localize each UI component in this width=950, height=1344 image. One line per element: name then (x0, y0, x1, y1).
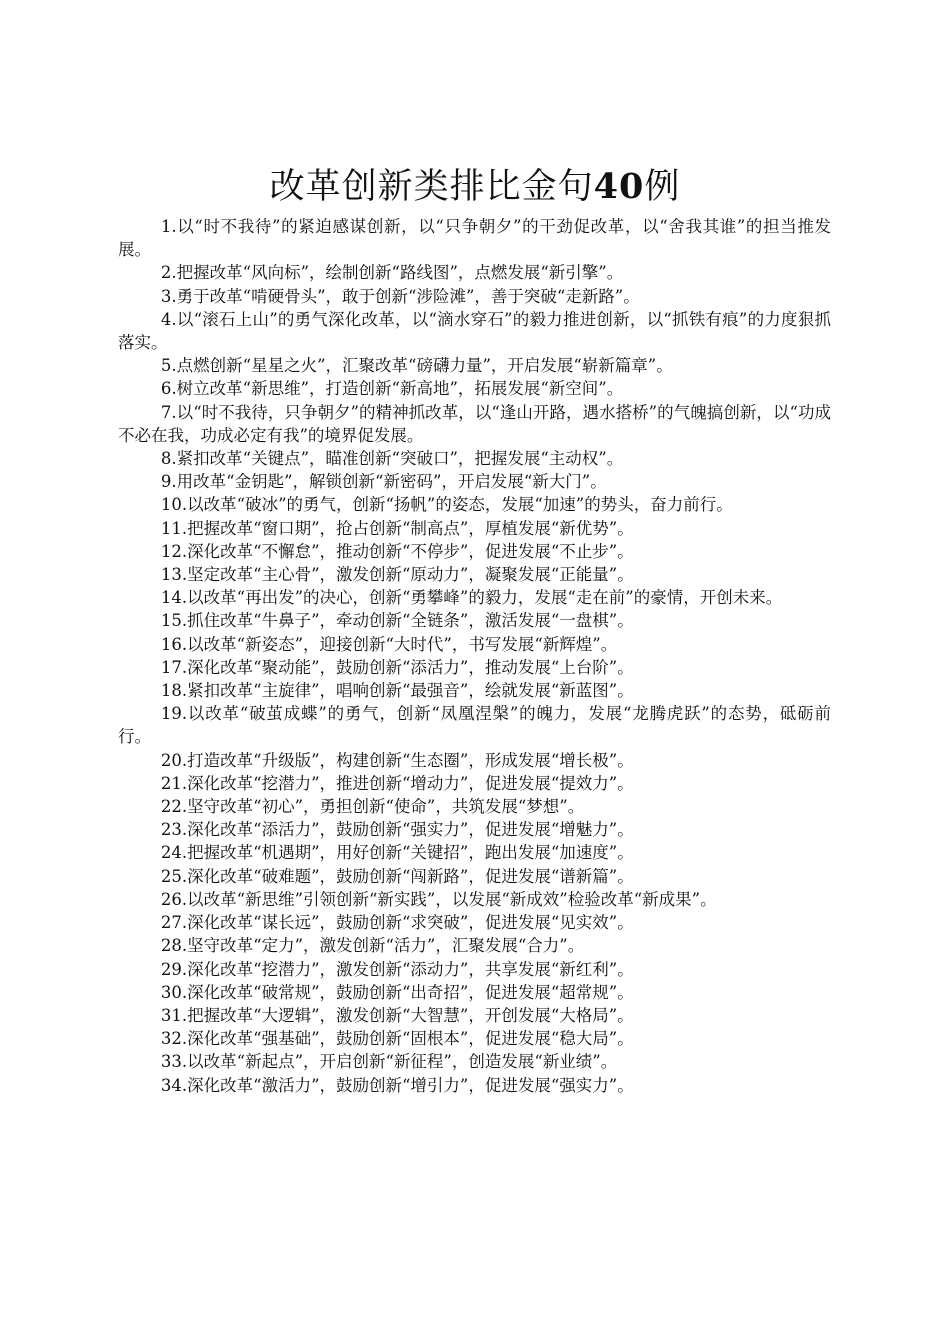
title-suffix: 例 (644, 167, 681, 207)
list-item: 2.把握改革“风向标”，绘制创新“路线图”，点燃发展“新引擎”。 (160, 263, 624, 283)
list-item: 17.深化改革“聚动能”，鼓励创新“添活力”，推动发展“上台阶”。 (160, 657, 634, 677)
list-item: 30.深化改革“破常规”，鼓励创新“出奇招”，促进发展“超常规”。 (160, 982, 634, 1002)
list-item: 11.把握改革“窗口期”，抢占创新“制高点”，厚植发展“新优势”。 (160, 518, 634, 538)
list-item: 34.深化改革“激活力”，鼓励创新“增引力”，促进发展“强实力”。 (160, 1075, 634, 1095)
list-item: 19.以改革“破茧成蝶”的勇气，创新“凤凰涅槃”的魄力，发展“龙腾虎跃”的态势，砥砺前行。 (118, 704, 831, 747)
list-item: 1.以“时不我待”的紧迫感谋创新，以“只争朝夕”的干劲促改革，以“舍我其谁”的担当推发展。 (118, 217, 831, 260)
list-item: 27.深化改革“谋长远”，鼓励创新“求突破”，促进发展“见实效”。 (160, 913, 634, 933)
list-item: 10.以改革“破冰”的勇气，创新“扬帆”的姿态，发展“加速”的势头，奋力前行。 (160, 495, 733, 515)
title-number: 40 (593, 166, 645, 207)
list-item: 4.以“滚石上山”的勇气深化改革，以“滴水穿石”的毅力推进创新，以“抓铁有痕”的力度狠抓落实。 (118, 309, 831, 353)
list-item: 21.深化改革“挖潜力”，推进创新“增动力”，促进发展“提效力”。 (160, 773, 634, 793)
list-item: 26.以改革“新思维”引领创新“新实践”，以发展“新成效”检验改革“新成果”。 (160, 889, 717, 909)
document-body (118, 215, 831, 1097)
list-item: 31.把握改革“大逻辑”，激发创新“大智慧”，开创发展“大格局”。 (160, 1005, 634, 1025)
list-item: 13.坚定改革“主心骨”，激发创新“原动力”，凝聚发展“正能量”。 (160, 565, 634, 585)
list-item: 7.以“时不我待，只争朝夕”的精神抓改革，以“逢山开路，遇水搭桥”的气魄搞创新，以“功成不必在我，功成必定有我”的境界促发展。 (118, 402, 831, 445)
list-item: 18.紧扣改革“主旋律”，唱响创新“最强音”，绘就发展“新蓝图”。 (160, 681, 634, 701)
list-item: 28.坚守改革“定力”，激发创新“活力”，汇聚发展“合力”。 (160, 936, 585, 956)
list-item: 12.深化改革“不懈怠”，推动创新“不停步”，促进发展“不止步”。 (160, 541, 634, 561)
list-item: 15.抓住改革“牛鼻子”，牵动创新“全链条”，激活发展“一盘棋”。 (160, 611, 634, 631)
list-item: 29.深化改革“挖潜力”，激发创新“添动力”，共享发展“新红利”。 (160, 959, 634, 979)
list-item: 33.以改革“新起点”，开启创新“新征程”，创造发展“新业绩”。 (160, 1052, 618, 1072)
list-item: 25.深化改革“破难题”，鼓励创新“闯新路”，促进发展“谱新篇”。 (160, 866, 634, 886)
list-item: 20.打造改革“升级版”，构建创新“生态圈”，形成发展“增长极”。 (160, 750, 634, 770)
title-text: 改革创新类排比金句 (269, 167, 594, 207)
list-item: 8.紧扣改革“关键点”，瞄准创新“突破口”，把握发展“主动权”。 (160, 449, 624, 469)
list-item: 9.用改革“金钥匙”，解锁创新“新密码”，开启发展“新大门”。 (160, 472, 607, 492)
list-item: 5.点燃创新“星星之火”，汇聚改革“磅礴力量”，开启发展“崭新篇章”。 (160, 356, 673, 376)
list-item: 23.深化改革“添活力”，鼓励创新“强实力”，促进发展“增魅力”。 (160, 820, 634, 840)
list-item: 16.以改革“新姿态”，迎接创新“大时代”，书写发展“新辉煌”。 (160, 634, 618, 654)
list-item: 32.深化改革“强基础”，鼓励创新“固根本”，促进发展“稳大局”。 (160, 1029, 634, 1049)
document-title (0, 164, 950, 210)
list-item: 6.树立改革“新思维”，打造创新“新高地”，拓展发展“新空间”。 (160, 379, 624, 399)
list-item: 24.把握改革“机遇期”，用好创新“关键招”，跑出发展“加速度”。 (160, 843, 634, 863)
list-item: 3.勇于改革“啃硬骨头”，敢于创新“涉险滩”，善于突破“走新路”。 (160, 286, 640, 306)
list-item: 14.以改革“再出发”的决心，创新“勇攀峰”的毅力，发展“走在前”的豪情，开创未来。 (160, 588, 783, 608)
list-item: 22.坚守改革“初心”，勇担创新“使命”，共筑发展“梦想”。 (160, 797, 585, 817)
